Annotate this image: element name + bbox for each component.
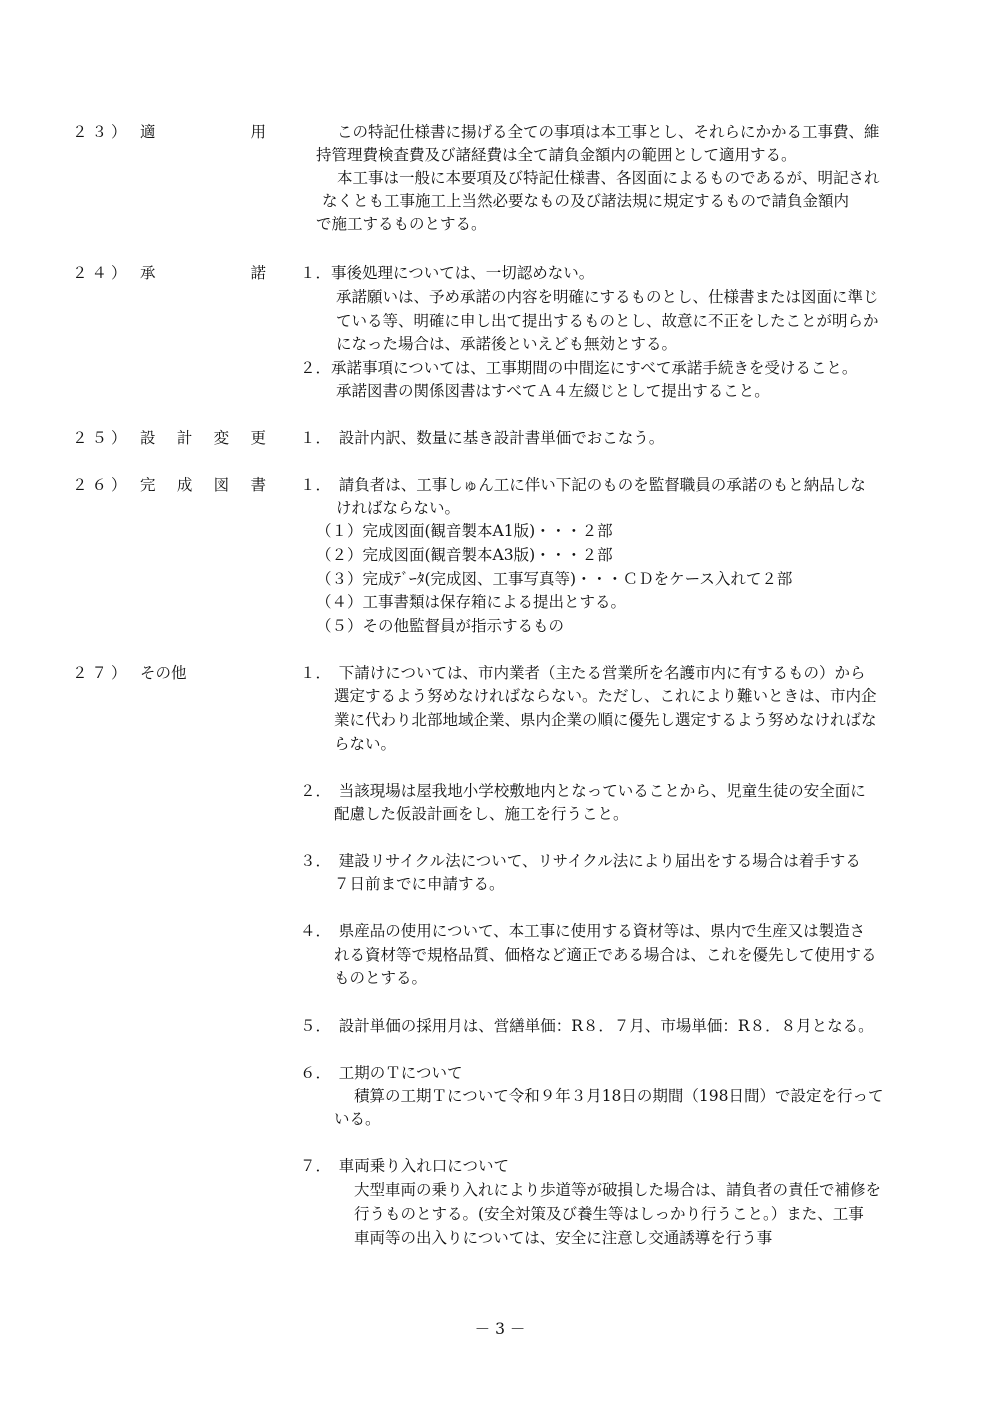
section-27-title: その他 <box>140 664 187 682</box>
section-27-line: ３． 建設リサイクル法について、リサイクル法により届出をする場合は着手する <box>300 852 861 870</box>
section-27-line: ６． 工期のＴについて <box>300 1064 463 1082</box>
section-25-line: １． 設計内訳、数量に基き設計書単価でおこなう。 <box>300 429 665 447</box>
section-27-line: １． 下請けについては、市内業者（主たる営業所を名護市内に有するもの）から <box>300 664 866 682</box>
section-24-line: 承諾図書の関係図書はすべてＡ４左綴じとして提出すること。 <box>336 382 770 400</box>
section-27-line: ５． 設計単価の採用月は、営繕単価：R８．７月、市場単価：R８．８月となる。 <box>300 1017 874 1035</box>
section-23-number: ２３） <box>72 123 131 141</box>
section-26-list-item: （２）完成図面(観音製本A3版)・・・２部 <box>316 546 613 564</box>
section-23-line: で施工するものとする。 <box>316 215 487 233</box>
section-24-title <box>140 262 266 285</box>
page-number: － 3 － <box>474 1320 526 1338</box>
section-27-line: いる。 <box>334 1110 381 1128</box>
section-27-number: ２７） <box>72 664 131 682</box>
section-27-line: 配慮した仮設計画をし、施工を行うこと。 <box>334 805 629 823</box>
section-24-line: ２．承諾事項については、工事期間の中間迄にすべて承諾手続きを受けること。 <box>300 359 858 377</box>
section-25-title-char: 更 <box>250 429 266 447</box>
section-23-title <box>140 121 266 144</box>
section-26-list-item: （１）完成図面(観音製本A1版)・・・２部 <box>316 522 613 540</box>
section-25-title-char: 変 <box>213 429 230 447</box>
section-27-line: らない。 <box>334 735 397 753</box>
section-24-title-char: 承 <box>140 264 156 282</box>
section-24-title-char: 諾 <box>250 264 266 282</box>
section-26-line: １． 請負者は、工事しゅん工に伴い下記のものを監督職員の承諾のもと納品しな <box>300 476 866 494</box>
section-27-line: れる資材等で規格品質、価格など適正である場合は、これを優先して使用する <box>334 946 877 964</box>
section-27-line: ものとする。 <box>334 969 428 987</box>
section-27-line: 行うものとする。(安全対策及び養生等はしっかり行うこと。）また、工事 <box>354 1205 864 1223</box>
section-24-line: になった場合は、承諾後といえども無効とする。 <box>336 335 678 353</box>
section-23-line: この特記仕様書に揚げる全ての事項は本工事とし、それらにかかる工事費、維 <box>337 123 880 141</box>
section-26-number: ２６） <box>72 476 131 494</box>
section-26-title-char: 図 <box>213 476 230 494</box>
section-24-line: ている等、明確に申し出て提出するものとし、故意に不正をしたことが明らか <box>336 312 879 330</box>
section-27-line: ７． 車両乗り入れ口について <box>300 1157 509 1175</box>
section-25-title <box>140 427 266 450</box>
section-26-title <box>140 474 266 497</box>
section-27-line: ２． 当該現場は屋我地小学校敷地内となっていることから、児童生徒の安全面に <box>300 782 866 800</box>
section-27-line: 業に代わり北部地域企業、県内企業の順に優先し選定するよう努めなければな <box>334 711 877 729</box>
section-24-line: 承諾願いは、予め承諾の内容を明確にするものとし、仕様書または図面に準じ <box>336 288 879 306</box>
section-27-line: 積算の工期Ｔについて令和９年３月18日の期間（198日間）で設定を行って <box>354 1087 884 1105</box>
section-26-title-char: 成 <box>176 476 193 494</box>
section-23-line: 本工事は一般に本要項及び特記仕様書、各図面によるものであるが、明記され <box>337 169 880 187</box>
section-27-line: 大型車両の乗り入れにより歩道等が破損した場合は、請負者の責任で補修を <box>354 1181 882 1199</box>
section-26-list-item: （４）工事書類は保存箱による提出とする。 <box>316 593 627 611</box>
section-24-line: １．事後処理については、一切認めない。 <box>300 264 595 282</box>
section-23-line: 持管理費検査費及び諸経費は全て請負金額内の範囲として適用する。 <box>316 146 797 164</box>
section-23-title-char: 適 <box>140 123 156 141</box>
section-27-line: ７日前までに申請する。 <box>334 875 505 893</box>
section-25-number: ２５） <box>72 429 131 447</box>
section-26-list-item: （５）その他監督員が指示するもの <box>316 617 565 635</box>
section-26-title-char: 完 <box>140 476 156 494</box>
section-26-list-item: （３）完成ﾃﾞｰﾀ(完成図、工事写真等)・・・ＣＤをケース入れて２部 <box>316 570 793 588</box>
section-23-line: なくとも工事施工上当然必要なもの及び諸法規に規定するもので請負金額内 <box>322 192 850 210</box>
section-27-line: 選定するよう努めなければならない。ただし、これにより難いときは、市内企 <box>334 687 877 705</box>
section-27-line: 車両等の出入りについては、安全に注意し交通誘導を行う事 <box>354 1229 773 1247</box>
section-25-title-char: 計 <box>176 429 193 447</box>
section-24-number: ２４） <box>72 264 131 282</box>
section-25-title-char: 設 <box>140 429 156 447</box>
section-27-line: ４． 県産品の使用について、本工事に使用する資材等は、県内で生産又は製造さ <box>300 922 866 940</box>
section-26-title-char: 書 <box>250 476 266 494</box>
section-26-line: ければならない。 <box>336 499 461 517</box>
section-23-title-char: 用 <box>250 123 266 141</box>
